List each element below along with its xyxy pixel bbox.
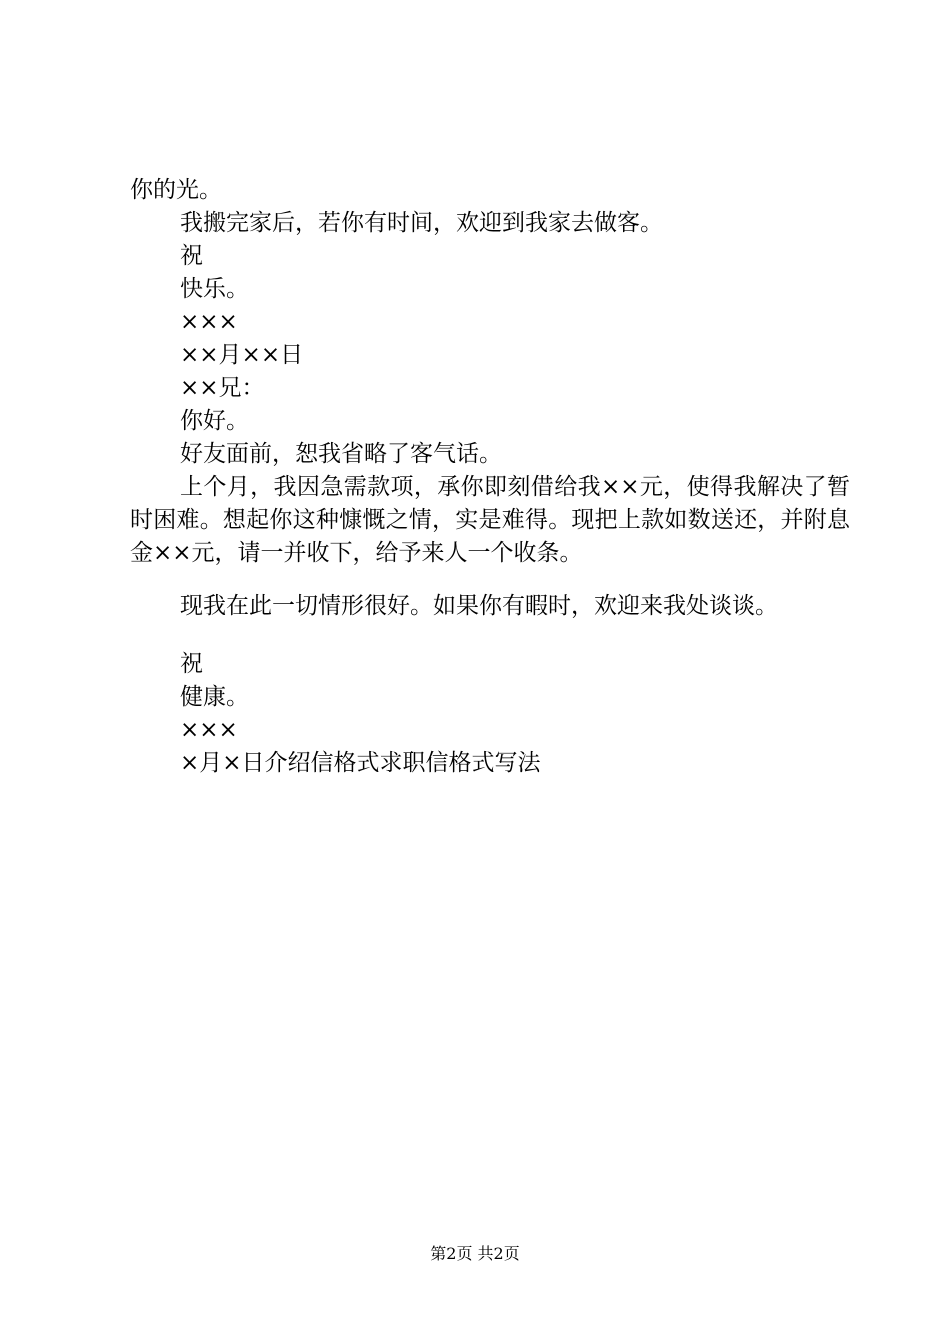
closing-date-title: ×月×日介绍信格式求职信格式写法 <box>180 750 541 776</box>
paragraph-status: 现我在此一切情形很好。如果你有暇时，欢迎来我处谈谈。 <box>180 593 778 619</box>
text-line-salutation: ××兄： <box>180 375 265 401</box>
text-line-happy: 快乐。 <box>180 276 249 302</box>
text-line-continuation: 你的光。 <box>130 177 222 203</box>
text-line-greeting: 你好。 <box>180 408 249 434</box>
text-line-invitation: 我搬完家后，若你有时间，欢迎到我家去做客。 <box>180 210 663 236</box>
closing-wish: 祝 <box>180 651 203 677</box>
text-line-signature: ××× <box>180 309 238 335</box>
closing-health: 健康。 <box>180 684 249 710</box>
paragraph-loan: 上个月，我因急需款项，承你即刻借给我××元，使得我解决了暂时困难。想起你这种慷慨之情，实是难得。现把上款如数送还，并附息金××元，请一并收下，给予来人一个收条。 <box>130 474 850 566</box>
closing-signature: ××× <box>180 717 238 743</box>
text-line-wish: 祝 <box>180 243 203 269</box>
page-footer: 第2页 共2页 <box>430 1244 520 1263</box>
letter-body <box>130 174 850 780</box>
text-line-preface: 好友面前，恕我省略了客气话。 <box>180 441 502 467</box>
text-line-date: ××月××日 <box>180 342 304 368</box>
